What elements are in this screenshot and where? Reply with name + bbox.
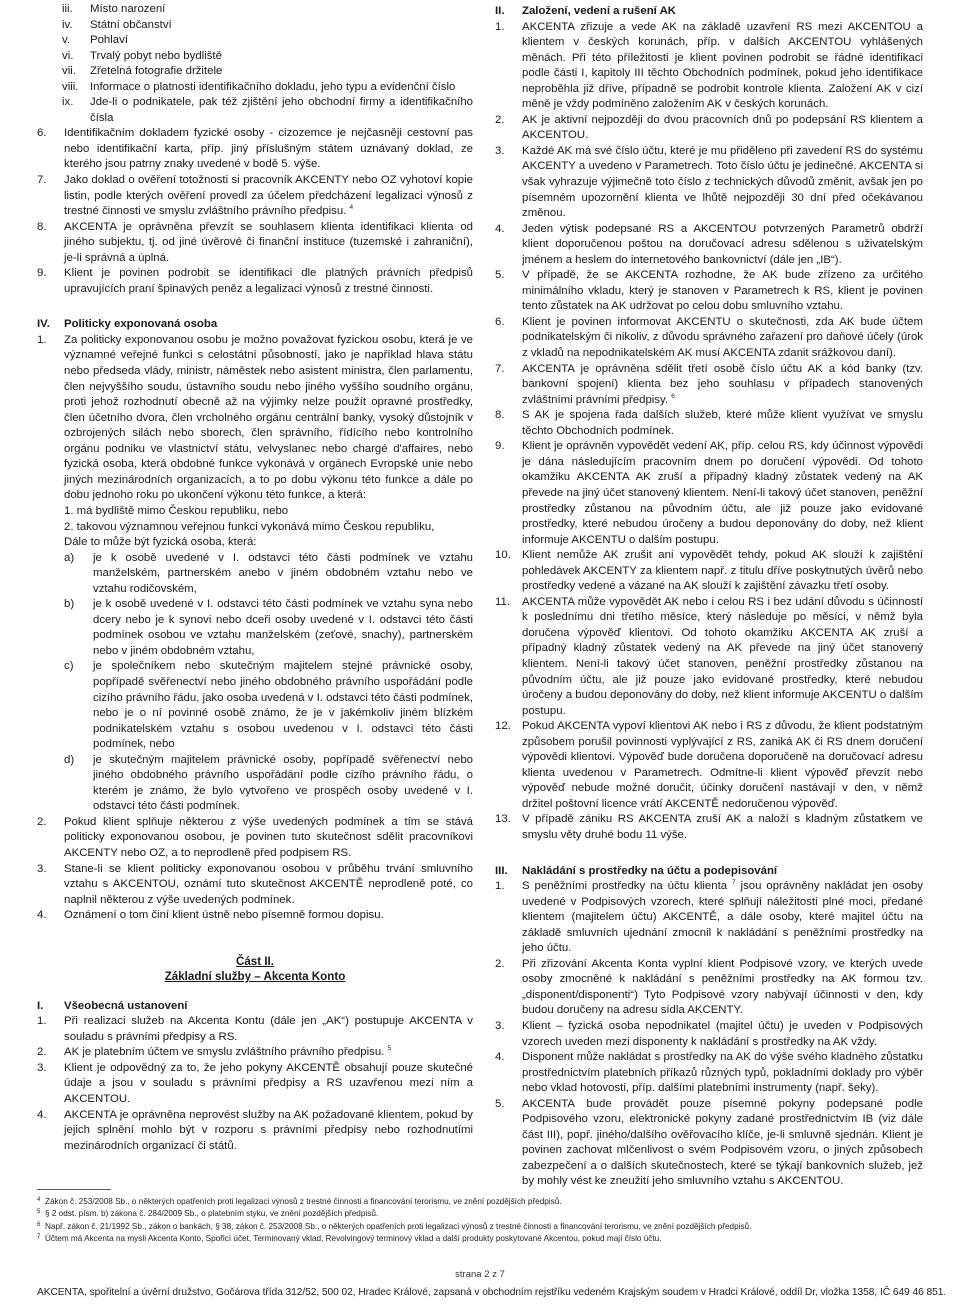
account-item: 7. AKCENTA je oprávněna sdělit třetí osobě číslo účtu AK a kód banky (tzv. bankovní spojení) klienta bez jeho souhlasu v případech stanovených zvláštními právními předpisy. $^6$ [495,362,923,406]
footnote: 7 Účtem má Akcenta na mysli Akcenta Konto, Spořicí účet, Terminovaný vklad, Revolvingový terminový vklad a další produkty poskytované Akcentou, pokud mají číslo účtu. [37,1234,662,1244]
section-iii-item: 2. Při zřizování Akcenta Konta vyplní klient Podpisové vzory, ve kterých uvede osoby zmocněné k nakládání s peněžními prostředky na AK formou tzv. „disponent/disponenti“) Tyto Podpisové vzory nabývají účinnosti v den, kdy budou doručeny na adresu sídla AKCENTY. [495,957,923,1017]
related-persons-list [37,551,473,815]
criteria-item: iii. Místo narození [62,3,166,15]
section-iii-item: 5. AKCENTA bude provádět pouze písemné pokyny podepsané podle Podpisového vzoru, elektronické pokyny zadané prostřednictvím IB (viz dále část III), popř. jiného/dalšího ověřovacího klíče, je-li smluvně sjednán. Klient je povinen zachovat mlčenlivost o svém Podpisovém vzoru, o jiných způsobech zabezpečení a o dalších skutečnostech, které se týkají bankovních služeb, jež by mohly vést ke zneužití jeho smluvního vztahu s AKCENTOU. [495,1097,923,1188]
section-ii-heading: II. Založení, vedení a rušení AK [495,5,677,17]
section-iv-items [37,815,473,924]
account-item: 2. AK je aktivní nejpozději do dvou pracovních dnů po podepsání RS klientem a AKCENTOU. [495,113,923,142]
general-item: 2. AK je platebním účtem ve smyslu zvláštního právního předpisu. $^5$ [37,1045,392,1059]
section-iii-item: 3. Klient – fyzická osoba nepodnikatel (majitel účtu) je uveden v Podpisových vzorech uveden mezi disponenty k nakládání s prostředky na AK vždy. [495,1020,923,1048]
section-iv-heading: IV. Politicky exponovaná osoba [37,318,218,331]
condition-3: Dále to může být fyzická osoba, která: [64,536,257,549]
company-footer: AKCENTA, spořitelní a úvěrní družstvo, Gočárova třída 312/52, 500 02, Hradec Králové, zapsaná v obchodním rejstříku vedeném Krajským soudem v Hradci Králové, oddíl Dr, vložka 1358, IČ 649 46 851. [37,1287,947,1298]
related-person-item: c) je společníkem nebo skutečným majitelem stejné právnické osoby, popřípadě svěřenectví nebo jiného obdobného právního uspořádání podle cizího právního řádu, jako osoba uvedená v I. odstavci této části podmínek, nebo je o ní povinné osobě známo, že je v jakémkoliv jiném blízkém podnikatelském vztahu s osobou uvedenou v I. odstavci této části podmínek, nebo [64,660,473,751]
criteria-item: iv. Státní občanství [62,18,172,31]
section-ii-items [495,20,923,844]
account-item: 11. AKCENTA může vypovědět AK nebo i celou RS i bez udání důvodu s účinností k poslednímu dni třetího měsíce, který následuje po měsíci, v němž byla doručena výpověď klientovi. Od tohoto okamžiku AKCENTA AK zruší a případný kladný zůstatek vedený na AK převede na jiný účet stanovený klientem. Není-li takový účet stanoven, peněžní prostředky zůstanou na původním účtu, ale již pouze jako evidované prostředky, které nebudou úročeny a budou deponovány do doby, než klient informuje AKCENTU o dalším postupu. [495,595,923,717]
rule-item: 8. AKCENTA je oprávněna převzít se souhlasem klienta identifikaci klienta od jiného subjektu, tj. od jiné úvěrové či finanční instituce (tuzemské i zahraniční), je-li správná a úplná. [37,220,473,264]
account-item: 8. S AK je spojena řada dalších služeb, které může klient využívat ve smyslu těchto Obchodních podmínek. [495,409,923,437]
related-person-item: d) je skutečným majitelem právnické osoby, popřípadě svěřenectví nebo jiného obdobného právního uspořádání podle cizího právního řádu, o kterém je známo, že bylo vytvořeno ve prospěch osoby uvedené v I. odstavci této části podmínek. [64,753,473,813]
account-item: 6. Klient je povinen informovat AKCENTU o skutečnosti, zda AK bude účtem podnikatelským či nikoliv, z důvodu správného zařazení pro daňové účely (úrok z vkladů na nepodnikatelském AK musí AKCENTA zdanit srážkovou daní). [495,315,923,360]
rule-item: 7. Jako doklad o ověření totožnosti si pracovník AKCENTY nebo OZ vyhotoví kopie listin, podle kterých ověření provedl za účelem předcházení legalizaci výnosů z trestné činnosti ve smyslu zvláštního právního předpisu. $^4$ [37,174,473,218]
section-iii-items [495,957,923,1190]
pep-item: 4. Oznámení o tom činí klient ústně nebo písemně formou dopisu. [37,909,384,922]
section-iii-item: 1. S peněžními prostředky na účtu klienta $^7$ jsou oprávněny nakládat jen osoby uvedené v Podpisových vzorech, které splňují náležitosti plné moci, předané klientem (majitelem účtu) AKCENTĚ, a dále osoby, které majitel účtu na základě smluvních ujednání zmocnil k nakládání s peněžními prostředky na jeho účtu. [495,879,923,955]
footnotes [37,1196,927,1246]
criteria-item: v. Pohlaví [62,34,128,47]
criteria-item: ix. Jde-li o podnikatele, pak též zjištění jeho obchodní firmy a identifikačního čísla [62,96,473,124]
account-item: 9. Klient je oprávněn vypovědět vedení AK, příp. celou RS, kdy účinnost výpovědi je dána následujícím pracovním dnem po doručení výpovědi. Od tohoto okamžiku AKCENTA AK zruší a případný kladný zůstatek vedený na AK převede na jiný účet stanovený klientem. Není-li takový účet stanoven, peněžní prostředky zůstanou na původním účtu, ale již pouze jako evidované prostředky, které nebudou úročeny a budou deponovány do doby, než klient informuje AKCENTU o dalším postupu. [495,440,923,546]
section-i-items [37,1014,473,1154]
section-i-heading: I. Všeobecná ustanovení [37,999,188,1012]
criteria-item: viii. Informace o platnosti identifikačního dokladu, jeho typu a evidenční číslo [62,80,456,93]
rule-item: 9. Klient je povinen podrobit se identifikaci dle platných právních předpisů upravujících praní špinavých peněz a legalizaci výnosů z trestné činnosti. [37,267,473,295]
pep-item: 2. Pokud klient splňuje některou z výše uvedených podmínek a tím se stává politicky exponovanou osobou, je povinen tuto skutečnost sdělit pracovníkovi AKCENTY nebo OZ, a to neprodleně před podpisem RS. [37,815,473,859]
footnote: 4 Zákon č. 253/2008 Sb., o některých opatřeních proti legalizaci výnosů z trestné činnosti a financování terorismu, ve znění pozdějších předpisů. [37,1197,562,1206]
footnote: 5 § 2 odst. písm. b) zákona č. 284/2009 Sb., o platebním styku, ve znění pozdějších předpisů. [37,1209,379,1219]
account-item: 10. Klient nemůže AK zrušit ani vypovědět tehdy, pokud AK slouží k zajištění pohledávek AKCENTY za klientem např. z titulu dříve poskytnutých úvěrů nebo prostředky vedené a vázané na AK slouží k zajištění závazku třetí osoby. [495,549,923,593]
general-item: 1. Při realizaci služeb na Akcenta Kontu (dále jen „AK“) postupuje AKCENTA v souladu s právními předpisy a RS. [37,1015,473,1043]
general-item: 3. Klient je odpovědný za to, že jeho pokyny AKCENTĚ obsahují pouze skutečné údaje a jsou v souladu s právními předpisy a RS uzavřenou mezi ním a AKCENTOU. [37,1061,473,1105]
condition-1: 1. má bydliště mimo Českou republiku, nebo [64,504,289,517]
footnote-divider [37,1189,111,1190]
page-number: strana 2 z 7 [455,1269,505,1280]
criteria-item: vi. Trvalý pobyt nebo bydliště [62,49,222,62]
identification-rules-list [37,126,473,297]
related-person-item: a) je k osobě uvedené v I. odstavci této části podmínek ve vztahu manželském, partnerském anebo v jiném obdobném vztahu nebo ve vztahu rodičovském, [64,551,473,595]
section-iii-heading: III. Nakládání s prostředky na účtu a podepisování [495,864,778,877]
account-item: 13. V případě zániku RS AKCENTA zruší AK a naloží s kladným zůstatkem ve smyslu věty druhé bodu 11 výše. [495,813,923,841]
section-iii-item: 4. Disponent může nakládat s prostředky na AK do výše svého kladného zůstatku prostřednictvím platebních příkazů různých typů, pokladními doklady pro výběr nebo vklad hotovosti, příp. dalšími platebními instrumenty (např. šeky). [495,1051,923,1095]
left-column [37,2,473,1154]
pep-item: 3. Stane-li se klient politicky exponovanou osobou v průběhu trvání smluvního vztahu s AKCENTOU, oznámí tuto skutečnost AKCENTĚ neprodleně poté, co naplnil některou z výše uvedených podmínek. [37,862,473,906]
general-item: 4. AKCENTA je oprávněna neprovést služby na AK požadované klientem, pokud by jejich splnění mohlo být v rozporu s právními předpisy nebo rozhodnutími mezinárodních organizací či států. [37,1108,473,1152]
condition-2: 2. takovou významnou veřejnou funkci vykonává mimo Českou republiku, [64,520,435,533]
account-item: 3. Každé AK má své číslo účtu, které je mu přiděleno při zavedení RS do systému AKCENTY a uvedeno v Parametrech. Toto číslo účtu je jedinečné. AKCENTA si však vyhrazuje výjimečně toto číslo z technických důvodů změnit, avšak jen po písemném upozornění klienta ve lhůtě nejpozději 30 dní před očekávanou změnou. [495,144,923,220]
right-column [495,2,923,1190]
footnote: 6 Např. zákon č. 21/1992 Sb., zákon o bankách, § 38, zákon č. 253/2008 Sb., o některých opatřeních proti legalizaci výnosů z trestné činnosti a financování terorismu, ve znění pozdějších předpisů. [37,1221,752,1231]
section-iv-paragraph-1: 1. Za politicky exponovanou osobu je možno považovat fyzickou osobu, která je ve významné veřejné funkci s celostátní působností, jako je například hlava státu nebo předseda vlády, ministr, náměstek nebo asistent ministra, člen parlamentu, člen nejvyššího soudu, ústavního soudu nebo jiného vyššího soudního orgánu, proti jehož rozhodnutí obecně až na výjimky nelze použít opravné prostředky, člen účetního dvora, člen vrcholného orgánu centrální banky, vysoký důstojník v ozbrojených silách nebo sborech, člen správního, řídícího nebo kontrolního orgánu podniku ve vlastnictví státu, velvyslanec nebo chargé d'affaires, nebo fyzická osoba, která obdobné funkce vykonává v orgánech Evropské unie nebo jiných mezinárodních organizacích, a to po dobu výkonu této funkce a dále po dobu jednoho roku po ukončení výkonu této funkce, a která: [37,333,473,502]
part-subtitle: Základní služby – Akcenta Konto [164,970,346,984]
identification-criteria-list [37,2,473,126]
account-item: 12. Pokud AKCENTA vypoví klientovi AK nebo i RS z důvodu, že klient podstatným způsobem porušil povinnosti vyplývající z RS, zaniká AK či RS dnem doručení výpovědi klientovi. Výpověď bude doručena doporučeně na doručovací adresu klienta uvedenou v Parametrech. Odmítne-li klient výpověď převzít nebo výpověď nebude možné doručit, účinky doručení nastávají v den, v němž držitel poštovní licence vrátí AKCENTĚ nedoručenou výpověď. [495,720,923,810]
account-item: 4. Jeden výtisk podepsané RS a AKCENTOU potvrzených Parametrů obdrží klient doporučenou poštou na doručovací adresu sdělenou s uživatelským jménem a heslem do internetového bankovnictví (dále jen „IB“). [495,222,923,266]
account-item: 5. V případě, že se AKCENTA rozhodne, že AK bude zřízeno za určitého minimálního vkladu, který je stanoven v Parametrech k RS, klient je povinen tento zůstatek na AK udržovat po celou dobu smluvního vztahu. [495,269,923,313]
related-person-item: b) je k osobě uvedené v I. odstavci této části podmínek ve vztahu syna nebo dcery nebo je k synovi nebo dceři osoby uvedené v I. odstavci této části podmínek osobou ve vztahu manželském (zeťové, snachy), partnerském nebo v jiném obdobném vztahu, [64,598,473,657]
criteria-item: vii. Zřetelná fotografie držitele [62,65,223,78]
rule-item: 6. Identifikačním dokladem fyzické osoby - cizozemce je nejčasněji cestovní pas nebo identifikační karta, příp. jiný příslušným státem uznávaný doklad, ze kterého jsou patrny znaky uvedené v bodě 5. výše. [37,127,473,171]
account-item: 1. AKCENTA zřizuje a vede AK na základě uzavření RS mezi AKCENTOU a klientem v českých korunách, příp. v dalších AKCENTOU vyhlášených měnách. Při této příležitosti je klient povinen podrobit se řádné identifikaci podle části I, kapitoly III těchto Obchodních podmínek, pokud jeho identifikace neproběhla již dříve, případně se podrobit kontrole klienta. Založení AK v cizí měně je vždy podmíněno založením AK v českých korunách. [495,20,923,111]
part-title: Část II. [235,954,274,968]
